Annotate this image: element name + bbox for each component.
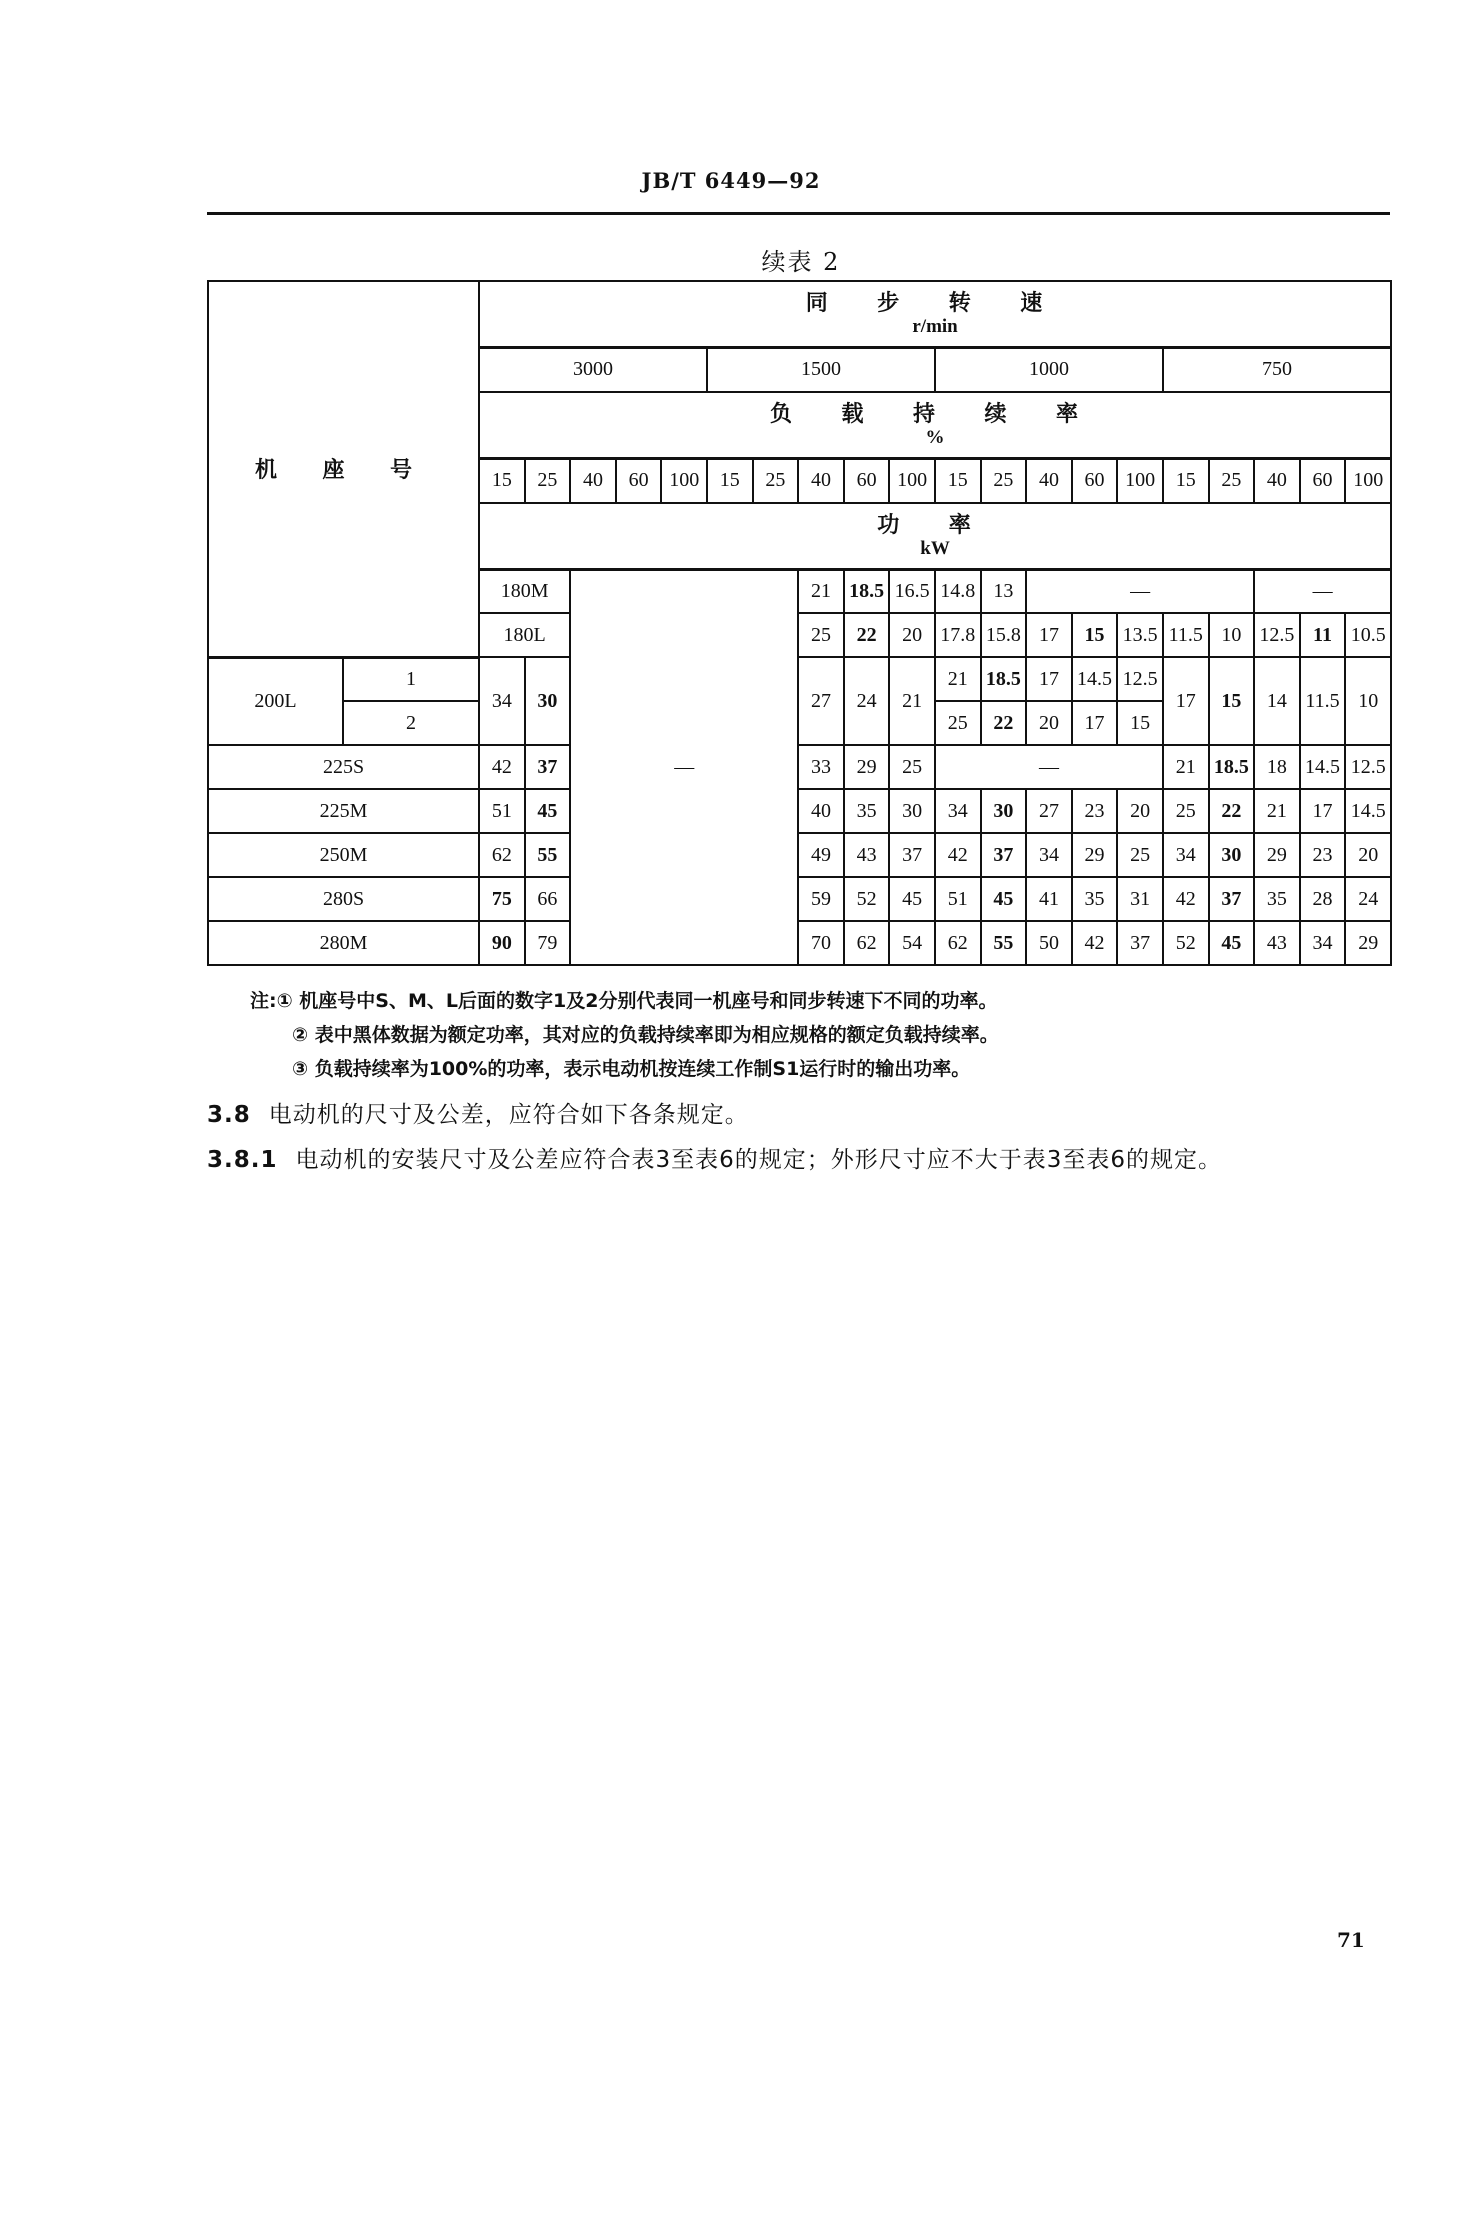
power-cell: 10 (1209, 613, 1255, 657)
table-row (208, 877, 1391, 921)
power-cell: 20 (889, 613, 935, 657)
note-2: ② 表中黑体数据为额定功率，其对应的负载持续率即为相应规格的额定负载持续率。 (292, 1024, 999, 1046)
duty-cycle-label: 负 载 持 续 率 (770, 400, 1101, 426)
frame-number: 250M (208, 833, 479, 877)
power-cell: 14 (1254, 657, 1300, 745)
duty-value: 40 (798, 458, 844, 503)
power-cell: 16.5 (889, 569, 935, 613)
power-cell: 62 (935, 921, 981, 965)
table-notes (250, 984, 999, 1086)
power-cell: 17 (1163, 657, 1209, 745)
power-cell-rated: 15 (1072, 613, 1118, 657)
power-cell: 10.5 (1345, 613, 1391, 657)
power-cell-rated: 30 (1209, 833, 1255, 877)
table-row (208, 745, 1391, 789)
duty-value: 100 (889, 458, 935, 503)
power-cell-rated: 45 (1209, 921, 1255, 965)
power-cell: 11.5 (1163, 613, 1209, 657)
power-cell: 31 (1117, 877, 1163, 921)
power-cell: 23 (1072, 789, 1118, 833)
power-cell: 13 (981, 569, 1027, 613)
power-cell: 17 (1072, 701, 1118, 745)
speed-750: 750 (1163, 347, 1391, 392)
dash-3000: — (570, 569, 798, 965)
power-cell: 14.8 (935, 569, 981, 613)
power-cell-rated: 22 (844, 613, 890, 657)
power-cell-rated: 18.5 (981, 657, 1027, 701)
power-table (207, 280, 1392, 966)
power-cell-rated: 18.5 (1209, 745, 1255, 789)
table-row (208, 921, 1391, 965)
power-cell: 34 (479, 657, 525, 745)
power-cell: 14.5 (1300, 745, 1346, 789)
power-cell: 43 (1254, 921, 1300, 965)
dash-1000-180M: — (1026, 569, 1254, 613)
clause-3-8 (207, 1096, 749, 1129)
frame-number: 280S (208, 877, 479, 921)
duty-value: 60 (616, 458, 662, 503)
duty-value: 100 (661, 458, 707, 503)
power-cell: 15.8 (981, 613, 1027, 657)
header-rule (207, 212, 1390, 215)
power-cell: 14.5 (1345, 789, 1391, 833)
power-cell: 41 (1026, 877, 1072, 921)
power-header (479, 503, 1391, 569)
power-cell-rated: 90 (479, 921, 525, 965)
note-3: ③ 负载持续率为100%的功率，表示电动机按连续工作制S1运行时的输出功率。 (292, 1058, 971, 1080)
power-cell: 29 (1345, 921, 1391, 965)
page-number: 71 (1337, 1928, 1365, 1952)
power-cell: 51 (935, 877, 981, 921)
power-cell: 21 (935, 657, 981, 701)
power-cell: 42 (1163, 877, 1209, 921)
power-cell: 33 (798, 745, 844, 789)
power-cell: 62 (844, 921, 890, 965)
speed-1500: 1500 (707, 347, 935, 392)
power-cell: 25 (935, 701, 981, 745)
power-cell: 10 (1345, 657, 1391, 745)
speed-3000: 3000 (479, 347, 707, 392)
frame-number-header (208, 281, 479, 657)
power-cell: 17.8 (935, 613, 981, 657)
power-cell: 28 (1300, 877, 1346, 921)
power-cell: 42 (479, 745, 525, 789)
power-cell: 21 (889, 657, 935, 745)
power-cell-rated: 11 (1300, 613, 1346, 657)
duty-value: 60 (844, 458, 890, 503)
power-cell: 40 (798, 789, 844, 833)
power-cell: 24 (1345, 877, 1391, 921)
power-cell: 37 (1117, 921, 1163, 965)
sync-speed-unit: r/min (912, 315, 958, 337)
power-cell: 34 (1163, 833, 1209, 877)
power-cell-rated: 30 (525, 657, 571, 745)
power-cell: 17 (1300, 789, 1346, 833)
duty-value: 100 (1345, 458, 1391, 503)
power-cell: 35 (1072, 877, 1118, 921)
power-cell: 34 (935, 789, 981, 833)
power-cell: 11.5 (1300, 657, 1346, 745)
clause-3-8-1 (207, 1141, 1222, 1174)
header-row-sync-speed (208, 281, 1391, 347)
duty-value: 100 (1117, 458, 1163, 503)
frame-number: 200L (208, 657, 343, 745)
power-cell: 51 (479, 789, 525, 833)
power-cell: 21 (798, 569, 844, 613)
power-cell: 17 (1026, 657, 1072, 701)
standard-code: JB/T 6449—92 (641, 168, 821, 193)
duty-value: 15 (935, 458, 981, 503)
duty-value: 15 (1163, 458, 1209, 503)
sync-speed-label: 同 步 转 速 (805, 289, 1065, 315)
duty-cycle-header (479, 392, 1391, 458)
table-row (208, 657, 1391, 701)
power-cell: 20 (1117, 789, 1163, 833)
frame-subnumber: 2 (343, 701, 479, 745)
power-cell-rated: 37 (981, 833, 1027, 877)
power-cell: 43 (844, 833, 890, 877)
power-cell-rated: 18.5 (844, 569, 890, 613)
power-cell: 34 (1026, 833, 1072, 877)
power-unit: kW (920, 537, 950, 559)
frame-number: 180L (479, 613, 570, 657)
frame-number: 225S (208, 745, 479, 789)
dash-1000-225S: — (935, 745, 1163, 789)
power-cell-rated: 55 (981, 921, 1027, 965)
duty-value: 15 (707, 458, 753, 503)
frame-number: 280M (208, 921, 479, 965)
power-cell: 23 (1300, 833, 1346, 877)
power-cell-rated: 22 (1209, 789, 1255, 833)
duty-value: 60 (1300, 458, 1346, 503)
power-cell: 27 (798, 657, 844, 745)
power-cell: 35 (844, 789, 890, 833)
power-cell: 49 (798, 833, 844, 877)
power-cell: 35 (1254, 877, 1300, 921)
power-cell: 25 (1117, 833, 1163, 877)
duty-value: 25 (1209, 458, 1255, 503)
clause-number: 3.8 (207, 1102, 251, 1128)
power-cell-rated: 75 (479, 877, 525, 921)
table-row (208, 789, 1391, 833)
power-cell: 17 (1026, 613, 1072, 657)
power-cell: 18 (1254, 745, 1300, 789)
power-cell: 50 (1026, 921, 1072, 965)
power-cell: 12.5 (1254, 613, 1300, 657)
power-cell: 25 (1163, 789, 1209, 833)
power-cell: 20 (1026, 701, 1072, 745)
clause-text: 电动机的安装尺寸及公差应符合表3至表6的规定；外形尺寸应不大于表3至表6的规定。 (295, 1147, 1223, 1173)
power-cell: 29 (1072, 833, 1118, 877)
power-cell: 27 (1026, 789, 1072, 833)
duty-value: 15 (479, 458, 525, 503)
power-cell: 20 (1345, 833, 1391, 877)
frame-number-label: 机 座 号 (255, 457, 433, 483)
power-cell: 14.5 (1072, 657, 1118, 701)
dash-750-180M: — (1254, 569, 1391, 613)
power-cell: 66 (525, 877, 571, 921)
power-cell: 42 (1072, 921, 1118, 965)
duty-cycle-unit: % (925, 426, 945, 448)
power-cell: 52 (844, 877, 890, 921)
duty-value: 40 (1026, 458, 1072, 503)
frame-number: 180M (479, 569, 570, 613)
power-cell-rated: 30 (981, 789, 1027, 833)
duty-value: 40 (1254, 458, 1300, 503)
power-cell-rated: 37 (1209, 877, 1255, 921)
power-cell: 62 (479, 833, 525, 877)
table-row (208, 833, 1391, 877)
power-cell: 70 (798, 921, 844, 965)
power-cell: 29 (844, 745, 890, 789)
duty-value: 60 (1072, 458, 1118, 503)
power-cell: 12.5 (1345, 745, 1391, 789)
power-cell: 21 (1163, 745, 1209, 789)
duty-value: 25 (753, 458, 799, 503)
power-cell: 54 (889, 921, 935, 965)
power-cell: 25 (798, 613, 844, 657)
duty-value: 40 (570, 458, 616, 503)
power-cell: 15 (1117, 701, 1163, 745)
power-cell: 42 (935, 833, 981, 877)
power-cell-rated: 22 (981, 701, 1027, 745)
power-cell: 12.5 (1117, 657, 1163, 701)
power-cell: 59 (798, 877, 844, 921)
power-cell: 45 (889, 877, 935, 921)
power-cell: 24 (844, 657, 890, 745)
power-cell: 79 (525, 921, 571, 965)
power-cell: 52 (1163, 921, 1209, 965)
clause-number: 3.8.1 (207, 1147, 278, 1173)
power-cell: 30 (889, 789, 935, 833)
sync-speed-header (479, 281, 1391, 347)
power-cell-rated: 37 (525, 745, 571, 789)
power-cell: 34 (1300, 921, 1346, 965)
power-cell: 37 (889, 833, 935, 877)
power-cell-rated: 55 (525, 833, 571, 877)
speed-1000: 1000 (935, 347, 1163, 392)
table-caption: 续表 2 (761, 248, 841, 276)
duty-value: 25 (525, 458, 571, 503)
power-cell: 25 (889, 745, 935, 789)
power-cell: 29 (1254, 833, 1300, 877)
power-cell: 21 (1254, 789, 1300, 833)
duty-value: 25 (981, 458, 1027, 503)
note-1: 注:① 机座号中S、M、L后面的数字1及2分别代表同一机座号和同步转速下不同的功率。 (250, 990, 998, 1012)
power-cell: 13.5 (1117, 613, 1163, 657)
power-cell-rated: 45 (981, 877, 1027, 921)
frame-number: 225M (208, 789, 479, 833)
power-cell-rated: 15 (1209, 657, 1255, 745)
frame-subnumber: 1 (343, 657, 479, 701)
power-label: 功 率 (877, 511, 993, 537)
clause-text: 电动机的尺寸及公差，应符合如下各条规定。 (268, 1102, 749, 1128)
power-cell-rated: 45 (525, 789, 571, 833)
